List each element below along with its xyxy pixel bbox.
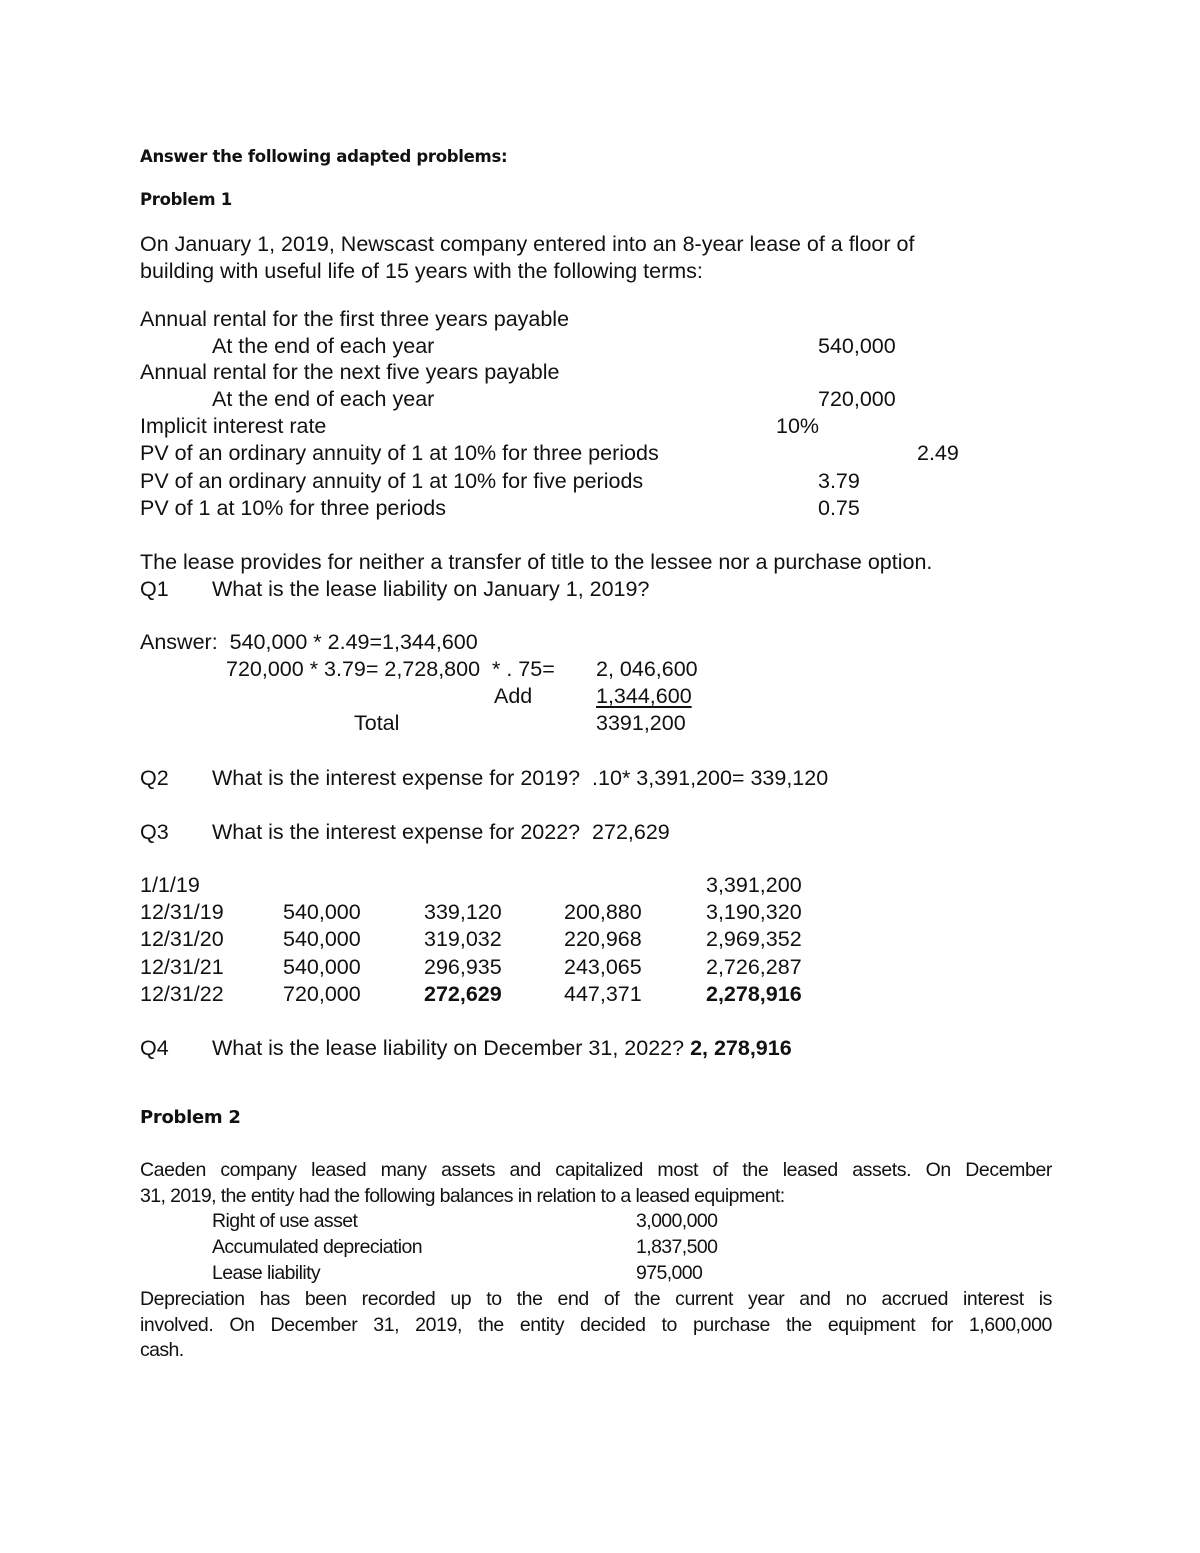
balance-value: 975,000 (636, 1262, 703, 1284)
table-cell: 3,190,320 (706, 900, 802, 924)
table-cell: 339,120 (424, 900, 502, 924)
question-text: What is the interest expense for 2019? .10* 3,391,200= 339,120 (212, 766, 829, 790)
table-cell: 540,000 (283, 927, 361, 951)
total-value: 3391,200 (596, 711, 686, 735)
table-cell: 12/31/19 (140, 900, 224, 924)
problem-2-title: Problem 2 (140, 1107, 241, 1128)
question-number: Q4 (140, 1036, 169, 1060)
balance-label: Accumulated depreciation (212, 1236, 422, 1258)
lease-note: The lease provides for neither a transfer of title to the lessee nor a purchase option. (140, 550, 933, 574)
table-cell: 540,000 (283, 900, 361, 924)
add-label: Add (494, 684, 533, 708)
balance-label: Right of use asset (212, 1210, 358, 1232)
table-cell-highlight: 272,629 (424, 982, 502, 1006)
answer-value: 2, 046,600 (596, 657, 698, 681)
balance-value: 3,000,000 (636, 1210, 718, 1232)
term-label: Annual rental for the next five years payable (140, 360, 560, 384)
question-answer: 2, 278,916 (690, 1036, 792, 1060)
table-cell: 540,000 (283, 955, 361, 979)
question-number: Q3 (140, 820, 169, 844)
question-text: What is the interest expense for 2022? 272,629 (212, 820, 670, 844)
problem-1-intro: building with useful life of 15 years with the following terms: (140, 259, 703, 283)
problem-2-intro: 31, 2019, the entity had the following balances in relation to a leased equipment: (140, 1185, 785, 1207)
term-label: PV of an ordinary annuity of 1 at 10% for five periods (140, 469, 644, 493)
question-number: Q2 (140, 766, 169, 790)
problem-2-closing: involved. On December 31, 2019, the entity decided to purchase the equipment for 1,600,000 (140, 1314, 1052, 1336)
table-cell: 447,371 (564, 982, 642, 1006)
table-cell: 2,726,287 (706, 955, 802, 979)
table-cell: 2,969,352 (706, 927, 802, 951)
answer-line: 720,000 * 3.79= 2,728,800 * . 75= (226, 657, 555, 681)
table-cell: 319,032 (424, 927, 502, 951)
balance-label: Lease liability (212, 1262, 321, 1284)
table-cell: 3,391,200 (706, 873, 802, 897)
table-cell: 720,000 (283, 982, 361, 1006)
table-cell-highlight: 2,278,916 (706, 982, 802, 1006)
term-label: Implicit interest rate (140, 414, 327, 438)
question-text: What is the lease liability on January 1, 2019? (212, 577, 650, 601)
term-value: 3.79 (818, 469, 860, 493)
balance-value: 1,837,500 (636, 1236, 718, 1258)
total-label: Total (354, 711, 400, 735)
term-label: At the end of each year (212, 334, 435, 358)
table-cell: 12/31/22 (140, 982, 224, 1006)
term-label: PV of 1 at 10% for three periods (140, 496, 446, 520)
problem-1-intro: On January 1, 2019, Newscast company entered into an 8-year lease of a floor of (140, 232, 915, 256)
term-value: 540,000 (818, 334, 896, 358)
term-value: 720,000 (818, 387, 896, 411)
table-cell: 220,968 (564, 927, 642, 951)
table-cell: 296,935 (424, 955, 502, 979)
page-heading: Answer the following adapted problems: (140, 147, 508, 166)
problem-1-title: Problem 1 (140, 190, 232, 209)
answer-line: Answer: 540,000 * 2.49=1,344,600 (140, 630, 478, 654)
add-value: 1,344,600 (596, 684, 692, 708)
problem-2-closing: Depreciation has been recorded up to the end of the current year and no accrued interest is (140, 1288, 1052, 1310)
term-label: At the end of each year (212, 387, 435, 411)
term-label: Annual rental for the first three years payable (140, 307, 570, 331)
question-text: What is the lease liability on December 31, 2022? (212, 1036, 685, 1060)
term-label: PV of an ordinary annuity of 1 at 10% for three periods (140, 441, 659, 465)
term-value: 0.75 (818, 496, 860, 520)
term-value: 2.49 (917, 441, 959, 465)
table-cell: 243,065 (564, 955, 642, 979)
table-cell: 200,880 (564, 900, 642, 924)
table-cell: 12/31/20 (140, 927, 224, 951)
term-value: 10% (776, 414, 820, 438)
problem-2-intro: Caeden company leased many assets and capitalized most of the leased assets. On December (140, 1159, 1052, 1181)
question-number: Q1 (140, 577, 169, 601)
question-line (212, 1035, 792, 1061)
table-cell: 12/31/21 (140, 955, 224, 979)
problem-2-closing: cash. (140, 1339, 184, 1361)
table-cell: 1/1/19 (140, 873, 200, 897)
